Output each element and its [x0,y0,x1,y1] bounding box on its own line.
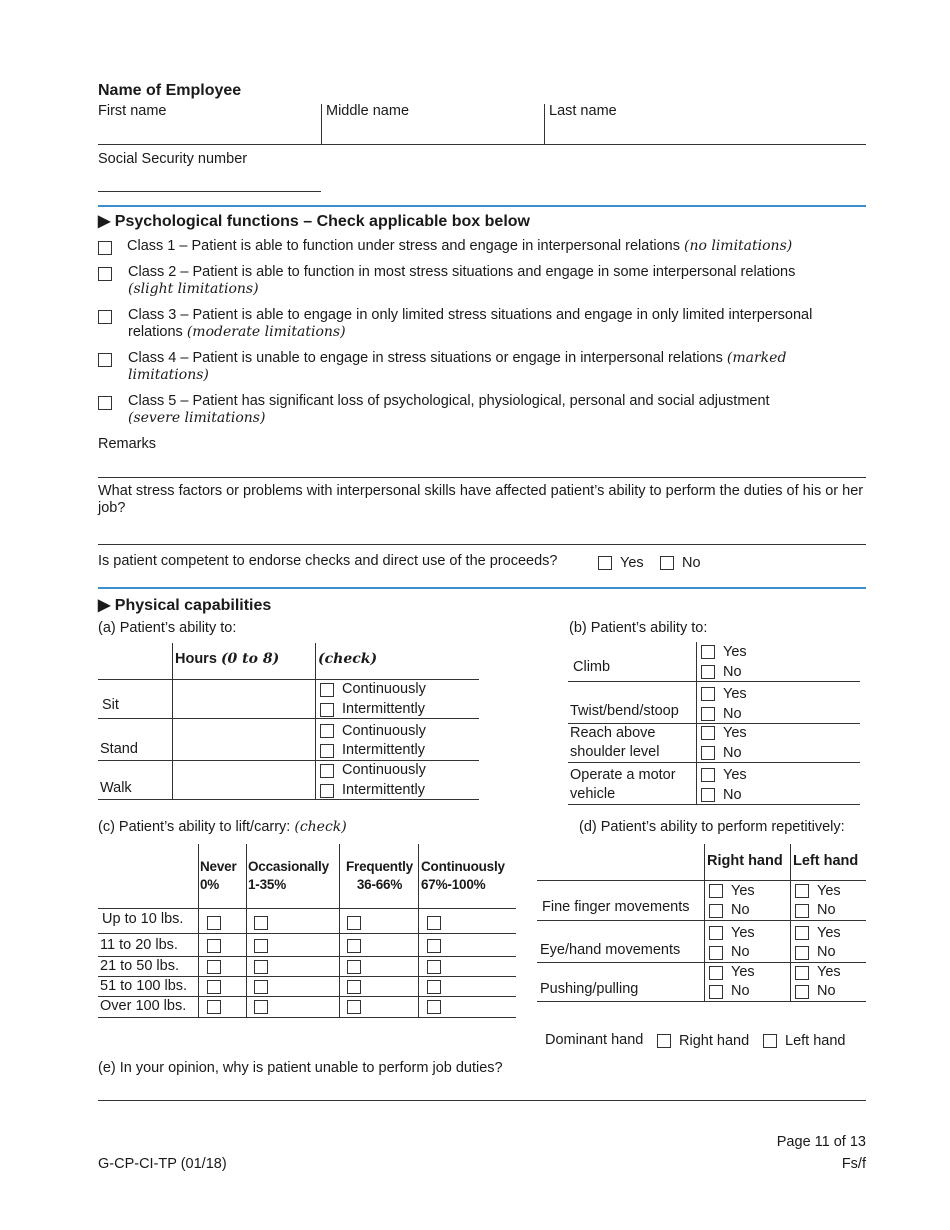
lift-checkbox[interactable] [347,939,361,953]
operate-no-checkbox[interactable] [701,788,715,802]
yes-label: Yes [817,964,841,980]
competent-yes-checkbox[interactable] [598,556,612,570]
stand-intermittently-checkbox[interactable] [320,744,334,758]
lift-row-label: Up to 10 lbs. [102,911,184,927]
lift-checkbox[interactable] [207,939,221,953]
last-name-label: Last name [549,103,617,119]
lift-checkbox[interactable] [427,960,441,974]
yes-label: Yes [817,883,841,899]
lift-checkbox[interactable] [347,916,361,930]
lift-row-label: 51 to 100 lbs. [100,978,188,994]
no-label: No [723,664,742,680]
dominant-right-label: Right hand [679,1033,750,1049]
lift-row-label: 21 to 50 lbs. [100,958,179,974]
section-e-field-line[interactable] [98,1100,866,1101]
climb-no-checkbox[interactable] [701,665,715,679]
class-3-text: Class 3 – Patient is able to engage in only limited stress situations and engage in only limited interpersonal relations (moderate limitations) [128,307,813,340]
class-1-text: Class 1 – Patient is able to function under stress and engage in interpersonal relations (no limitations) [127,238,793,254]
twist-yes-checkbox[interactable] [701,687,715,701]
class-5-text: Class 5 – Patient has significant loss of psychological, physiological, personal and social adjustment (severe limitations) [128,393,770,426]
no-label: No [817,944,836,960]
class-2-text: Class 2 – Patient is able to function in most stress situations and engage in some interpersonal relations (slight limitations) [128,264,796,297]
walk-continuously-checkbox[interactable] [320,764,334,778]
no-label: No [723,706,742,722]
triangle-icon: ▶ [98,213,111,230]
intermittently-label: Intermittently [342,701,425,717]
name-fields-line [98,144,866,145]
no-label: No [723,745,742,761]
no-label: No [731,944,750,960]
fine-right-no-checkbox[interactable] [709,904,723,918]
lift-checkbox[interactable] [254,939,268,953]
class-2-checkbox[interactable] [98,267,112,281]
fine-left-yes-checkbox[interactable] [795,884,809,898]
section-b-label: (b) Patient’s ability to: [569,620,708,636]
class-3-checkbox[interactable] [98,310,112,324]
yes-label: Yes [723,725,747,741]
row-climb: Climb [573,659,611,675]
yes-label: Yes [723,686,747,702]
class-1-checkbox[interactable] [98,241,112,255]
physical-heading: ▶ Physical capabilities [98,597,272,614]
row-sit: Sit [102,697,119,713]
competent-question: Is patient competent to endorse checks and direct use of the proceeds? [98,553,558,569]
twist-no-checkbox[interactable] [701,707,715,721]
yes-label: Yes [817,925,841,941]
yes-label: Yes [723,644,747,660]
row-twist: Twist/bend/stoop [570,703,679,719]
first-name-label: First name [98,103,167,119]
no-label: No [817,983,836,999]
footer-code: Fs/f [841,1156,866,1172]
class-4-text: Class 4 – Patient is unable to engage in stress situations or engage in interpersonal relations (marked limitations) [128,350,787,383]
remarks-label: Remarks [98,436,157,452]
fine-left-no-checkbox[interactable] [795,904,809,918]
push-left-no-checkbox[interactable] [795,985,809,999]
left-hand-header: Left hand [793,853,859,869]
row-operate: Operate a motor vehicle [570,767,676,802]
push-right-no-checkbox[interactable] [709,985,723,999]
continuously-label: Continuously [342,762,426,778]
section-e-label: (e) In your opinion, why is patient unable to perform job duties? [98,1060,503,1076]
dominant-left-checkbox[interactable] [763,1034,777,1048]
continuously-label: Continuously [342,681,426,697]
lift-checkbox[interactable] [207,980,221,994]
lift-row-label: 11 to 20 lbs. [100,937,178,953]
row-eye-hand: Eye/hand movements [540,942,681,958]
no-label: No [731,902,750,918]
lift-row-label: Over 100 lbs. [100,998,187,1014]
section-c-label: (c) Patient’s ability to lift/carry: (check) [98,819,347,835]
intermittently-label: Intermittently [342,742,425,758]
ssn-field-line[interactable] [98,191,321,192]
yes-label: Yes [731,964,755,980]
row-stand: Stand [100,741,138,757]
no-label: No [723,787,742,803]
lift-checkbox[interactable] [254,1000,268,1014]
lift-checkbox[interactable] [427,916,441,930]
reach-yes-checkbox[interactable] [701,726,715,740]
psych-heading: ▶ Psychological functions – Check applicable box below [98,213,530,230]
no-label: No [731,983,750,999]
col-never: Never 0% [200,859,237,892]
row-walk: Walk [100,780,132,796]
competent-yes-label: Yes [620,555,644,571]
dominant-left-label: Left hand [785,1033,846,1049]
yes-label: Yes [723,767,747,783]
fine-right-yes-checkbox[interactable] [709,884,723,898]
row-pushing: Pushing/pulling [540,981,639,997]
dominant-hand-label: Dominant hand [545,1032,644,1048]
eye-left-yes-checkbox[interactable] [795,926,809,940]
climb-yes-checkbox[interactable] [701,645,715,659]
triangle-icon: ▶ [98,597,111,614]
row-reach: Reach above shoulder level [570,725,660,760]
lift-checkbox[interactable] [254,960,268,974]
lift-checkbox[interactable] [207,960,221,974]
ssn-label: Social Security number [98,151,248,167]
col-occasionally: Occasionally 1-35% [248,859,329,892]
stand-continuously-checkbox[interactable] [320,724,334,738]
lift-checkbox[interactable] [427,980,441,994]
section-d-label: (d) Patient’s ability to perform repetitively: [579,819,845,835]
sit-intermittently-checkbox[interactable] [320,703,334,717]
lift-checkbox[interactable] [254,916,268,930]
operate-yes-checkbox[interactable] [701,768,715,782]
col-continuously: Continuously 67%-100% [421,859,505,892]
push-left-yes-checkbox[interactable] [795,966,809,980]
hours-header: Hours (0 to 8) [175,651,280,667]
lift-checkbox[interactable] [427,1000,441,1014]
page-number: Page 11 of 13 [776,1134,866,1150]
stress-question: What stress factors or problems with interpersonal skills have affected patient’s ability to perform the duties of his or her job? [98,483,864,516]
lift-checkbox[interactable] [207,1000,221,1014]
competent-no-label: No [682,555,701,571]
check-header: (check) [318,651,378,667]
lift-checkbox[interactable] [427,939,441,953]
reach-no-checkbox[interactable] [701,746,715,760]
intermittently-label: Intermittently [342,782,425,798]
stress-field-line[interactable] [98,544,866,545]
row-fine-finger: Fine finger movements [542,899,690,915]
section-a-label: (a) Patient’s ability to: [98,620,237,636]
middle-name-label: Middle name [326,103,410,119]
lift-checkbox[interactable] [347,1000,361,1014]
yes-label: Yes [731,883,755,899]
employee-heading: Name of Employee [98,82,242,99]
class-5-checkbox[interactable] [98,396,112,410]
form-code: G-CP-CI-TP (01/18) [98,1156,227,1172]
walk-intermittently-checkbox[interactable] [320,784,334,798]
sit-continuously-checkbox[interactable] [320,683,334,697]
lift-checkbox[interactable] [207,916,221,930]
lift-checkbox[interactable] [347,980,361,994]
remarks-field-line[interactable] [98,477,866,478]
lift-checkbox[interactable] [254,980,268,994]
no-label: No [817,902,836,918]
right-hand-header: Right hand [707,853,783,869]
yes-label: Yes [731,925,755,941]
eye-right-no-checkbox[interactable] [709,946,723,960]
competent-no-checkbox[interactable] [660,556,674,570]
class-4-checkbox[interactable] [98,353,112,367]
eye-right-yes-checkbox[interactable] [709,926,723,940]
lift-checkbox[interactable] [347,960,361,974]
col-frequently: Frequently 36-66% [345,859,413,892]
continuously-label: Continuously [342,723,426,739]
push-right-yes-checkbox[interactable] [709,966,723,980]
eye-left-no-checkbox[interactable] [795,946,809,960]
dominant-right-checkbox[interactable] [657,1034,671,1048]
